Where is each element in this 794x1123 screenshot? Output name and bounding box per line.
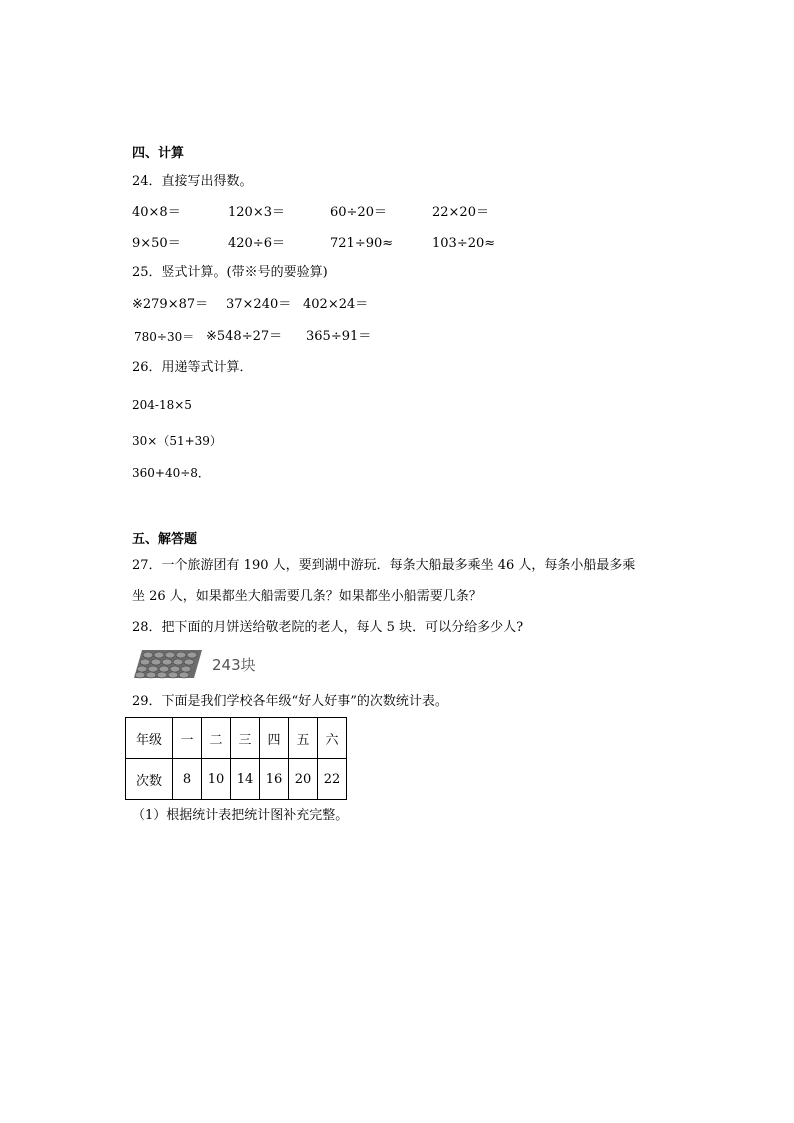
table-header-cell: 次数 [126, 759, 173, 800]
table-cell: 14 [231, 759, 260, 800]
q26-item: 204-18×5 [132, 398, 192, 412]
table-cell: 16 [260, 759, 289, 800]
q29-sub1: （1）根据统计表把统计图补充完整。 [132, 808, 349, 823]
q25-item: 402×24＝ [303, 297, 369, 312]
table-cell: 一 [173, 718, 202, 759]
table-cell: 三 [231, 718, 260, 759]
q28-title: 28．把下面的月饼送给敬老院的老人，每人 5 块．可以分给多少人? [132, 620, 524, 635]
q24-item: 9×50＝ [132, 236, 181, 251]
q29-title: 29．下面是我们学校各年级“好人好事”的次数统计表。 [132, 694, 448, 709]
mooncake-count-label: 243块 [212, 655, 256, 674]
table-cell: 四 [260, 718, 289, 759]
q27-line1: 27．一个旅游团有 190 人，要到湖中游玩．每条大船最多乘坐 46 人，每条小船最多乘 [132, 558, 636, 573]
q26-title: 26．用递等式计算． [132, 360, 253, 375]
table-row [126, 718, 347, 759]
mooncake-image [132, 643, 256, 685]
stats-table [125, 717, 347, 800]
table-cell: 五 [289, 718, 318, 759]
q24-item: 103÷20≈ [432, 236, 496, 251]
table-cell: 六 [318, 718, 347, 759]
mooncake-stack-icon [132, 646, 204, 682]
table-header-cell: 年级 [126, 718, 173, 759]
q24-title: 24．直接写出得数。 [132, 174, 253, 189]
q24-item: 22×20＝ [432, 205, 489, 220]
table-cell: 二 [202, 718, 231, 759]
table-cell: 20 [289, 759, 318, 800]
q25-item: ※548÷27＝ [206, 329, 283, 344]
q24-item: 40×8＝ [132, 205, 181, 220]
q25-item: ※279×87＝ [132, 297, 209, 312]
q26-item: 360+40÷8． [132, 466, 210, 480]
q25-item: 365÷91＝ [306, 329, 372, 344]
table-cell: 22 [318, 759, 347, 800]
q24-item: 120×3＝ [228, 205, 285, 220]
q24-item: 420÷6＝ [228, 236, 285, 251]
q25-title: 25．竖式计算。(带※号的要验算) [132, 265, 328, 280]
table-row [126, 759, 347, 800]
q24-item: 721÷90≈ [330, 236, 394, 251]
section-4-heading: 四、计算 [132, 146, 185, 161]
q25-item: 37×240＝ [226, 297, 292, 312]
q24-item: 60÷20＝ [330, 205, 387, 220]
q27-line2: 坐 26 人，如果都坐大船需要几条？如果都坐小船需要几条？ [132, 589, 482, 604]
q25-item: 780÷30＝ [134, 330, 195, 344]
table-cell: 8 [173, 759, 202, 800]
table-cell: 10 [202, 759, 231, 800]
q26-item: 30×（51+39） [132, 434, 222, 448]
section-5-heading: 五、解答题 [132, 532, 198, 547]
